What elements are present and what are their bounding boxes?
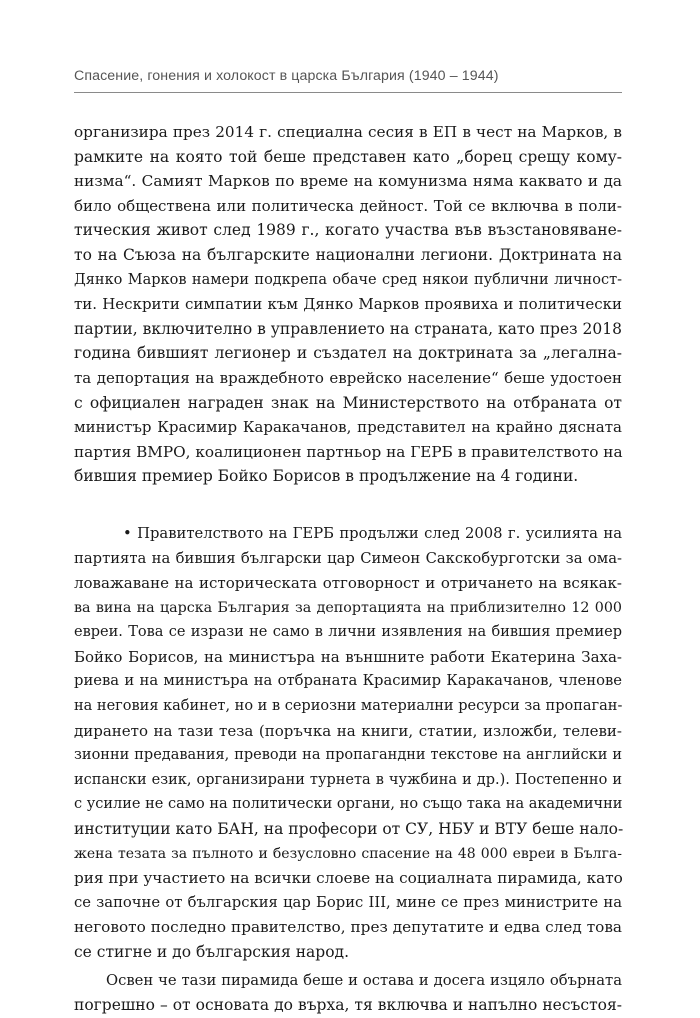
text-line: ти. Нескрити симпатии към Дянко Марков проявиха и политически xyxy=(74,295,622,314)
text-line: погрешно – от основата до върха, тя включва и напълно несъстоя- xyxy=(74,996,622,1015)
text-line: било обществена или политическа дейност. Той се включва в поли- xyxy=(74,196,622,215)
text-line: партията на бившия български цар Симеон Сакскобурготски за ома- xyxy=(74,549,622,567)
text-line: дирането на тази теза (поръчка на книги, статии, изложби, телеви- xyxy=(74,721,622,740)
text-line: Бойко Борисов, на министъра на външните работи Екатерина Заха- xyxy=(74,647,622,666)
text-line: зионни предавания, преводи на пропагандни текстове на английски и xyxy=(74,747,622,764)
text-line: партия ВМРО, коалиционен партньор на ГЕРБ в правителството на xyxy=(74,442,623,461)
text-line: бившия премиер Бойко Борисов в продължение на 4 години. xyxy=(74,467,579,486)
text-line: рия при участието на всички слоеве на социалната пирамида, като xyxy=(74,869,623,888)
text-line: неговото последно правителство, през депутатите и едва след това xyxy=(74,918,622,937)
text-line: на неговия кабинет, но и в сериозни материални ресурси за пропаган- xyxy=(74,698,623,715)
text-line: испански език, организирани турнета в чужбина и др.). Постепенно и xyxy=(74,771,622,788)
text-line: та депортация на враждебното еврейско население“ беше удостоен xyxy=(74,368,622,387)
paragraph-1 xyxy=(74,120,622,489)
paragraph-spacer xyxy=(74,489,622,522)
text-line: евреи. Това се изрази не само в лични изявления на бившия премиер xyxy=(74,624,622,641)
text-line: партии, включително в управлението на страната, като през 2018 xyxy=(74,319,622,338)
text-line: риева и на министъра на отбраната Красимир Каракачанов, членове xyxy=(74,672,622,690)
text-line: институции като БАН, на професори от СУ, НБУ и ВТУ беше нало- xyxy=(74,820,624,839)
paragraph-2-bullet xyxy=(74,522,622,965)
text-line: ва вина на царска България за депортацията на приблизително 12 000 xyxy=(74,599,622,616)
running-header: Спасение, гонения и холокост в царска България (1940 – 1944) xyxy=(74,68,499,84)
text-line: рамките на която той беше представен като „борец срещу кому- xyxy=(74,147,622,166)
text-line: се започне от българския цар Борис III, мине се през министрите на xyxy=(74,893,622,911)
text-line: с усилие не само на политически органи, но също така на академични xyxy=(74,796,623,813)
paragraph-3 xyxy=(74,969,622,1018)
body-text xyxy=(74,120,622,1018)
text-line: Освен че тази пирамида беше и остава и досега изцяло обърната xyxy=(106,971,622,989)
text-line: се стигне и до българския народ. xyxy=(74,943,350,961)
text-line: • Правителството на ГЕРБ продължи след 2008 г. усилията на xyxy=(123,524,622,542)
text-line: жена тезата за пълното и безусловно спасение на 48 000 евреи в Бълга- xyxy=(74,845,622,862)
text-line: то на Съюза на българските национални легиони. Доктрината на xyxy=(74,245,622,264)
text-line: министър Красимир Каракачанов, представител на крайно дясната xyxy=(74,418,622,437)
text-line: ловажаване на историческата отговорност и отричането на всякак- xyxy=(74,574,622,593)
text-line: година бившият легионер и създател на доктрината за „легална- xyxy=(74,344,622,363)
header-divider xyxy=(74,92,622,93)
text-line: низма“. Самият Марков по време на комунизма няма каквато и да xyxy=(74,172,622,191)
text-line: Дянко Марков намери подкрепа обаче сред някои публични личност- xyxy=(74,271,622,288)
text-line: организира през 2014 г. специална сесия в ЕП в чест на Марков, в xyxy=(74,123,622,141)
text-line: тическия живот след 1989 г., когато участва във възстановяване- xyxy=(74,221,622,240)
text-line: с официален награден знак на Министерството на отбраната от xyxy=(74,393,622,412)
